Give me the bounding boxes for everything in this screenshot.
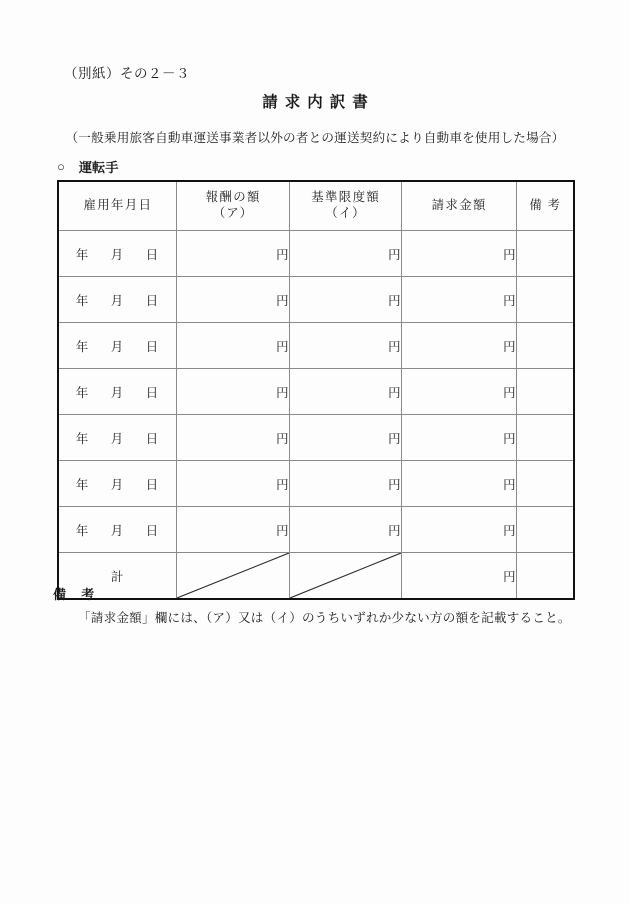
cell-standard-limit[interactable]: 円 [289, 461, 401, 507]
cell-remuneration[interactable]: 円 [176, 507, 289, 553]
table-row [58, 231, 574, 277]
document-header-note: （別紙）その２－３ [64, 66, 190, 81]
cell-employment-date[interactable]: 年 月 日 [58, 369, 176, 415]
cell-total-claim-amount[interactable]: 円 [401, 553, 516, 600]
cell-standard-limit[interactable]: 円 [289, 415, 401, 461]
cell-claim-amount[interactable]: 円 [401, 461, 516, 507]
cell-claim-amount[interactable]: 円 [401, 369, 516, 415]
cell-standard-limit[interactable]: 円 [289, 507, 401, 553]
column-header-remuneration: 報酬の額 （ア） [176, 181, 289, 231]
section-heading-driver [57, 157, 118, 176]
cell-remarks[interactable] [516, 415, 574, 461]
table-row [58, 415, 574, 461]
footnote-title: 備 考 [53, 587, 101, 602]
cell-remarks[interactable] [516, 277, 574, 323]
cell-claim-amount[interactable]: 円 [401, 323, 516, 369]
column-header-employment-date: 雇用年月日 [58, 181, 176, 231]
circle-marker-icon: ○ [57, 158, 65, 174]
cell-standard-limit[interactable]: 円 [289, 369, 401, 415]
footnote-text: 「請求金額」欄には、（ア）又は（イ）のうちいずれか少ない方の額を記載すること。 [78, 611, 571, 625]
cell-standard-limit[interactable]: 円 [289, 323, 401, 369]
table-row [58, 507, 574, 553]
table-row [58, 369, 574, 415]
document-subtitle: （一般乗用旅客自動車運送事業者以外の者との運送契約により自動車を使用した場合） [65, 131, 565, 145]
cell-remuneration[interactable]: 円 [176, 323, 289, 369]
cell-employment-date[interactable]: 年 月 日 [58, 231, 176, 277]
cell-remuneration[interactable]: 円 [176, 461, 289, 507]
cell-standard-limit[interactable]: 円 [289, 277, 401, 323]
cell-remarks[interactable] [516, 461, 574, 507]
cell-standard-limit[interactable]: 円 [289, 231, 401, 277]
cell-total-label: 計 [58, 553, 176, 600]
cell-remarks[interactable] [516, 231, 574, 277]
cell-remarks[interactable] [516, 323, 574, 369]
cell-claim-amount[interactable]: 円 [401, 507, 516, 553]
section-heading-label: 運転手 [78, 160, 119, 175]
cell-claim-amount[interactable]: 円 [401, 277, 516, 323]
table-row [58, 277, 574, 323]
column-header-remarks: 備 考 [516, 181, 574, 231]
table-row [58, 323, 574, 369]
cell-claim-amount[interactable]: 円 [401, 415, 516, 461]
cell-remuneration[interactable]: 円 [176, 231, 289, 277]
table-row [58, 461, 574, 507]
cell-remuneration[interactable]: 円 [176, 369, 289, 415]
cell-employment-date[interactable]: 年 月 日 [58, 415, 176, 461]
cell-employment-date[interactable]: 年 月 日 [58, 461, 176, 507]
column-header-claim-amount: 請求金額 [401, 181, 516, 231]
cell-remarks[interactable] [516, 507, 574, 553]
table-header-row [58, 181, 574, 231]
footnote-block [53, 584, 593, 626]
table-body [58, 231, 574, 600]
cell-employment-date[interactable]: 年 月 日 [58, 277, 176, 323]
page-title: 請求内訳書 [262, 94, 375, 111]
cell-remuneration[interactable]: 円 [176, 277, 289, 323]
cell-remuneration[interactable]: 円 [176, 415, 289, 461]
cell-claim-amount[interactable]: 円 [401, 231, 516, 277]
cell-employment-date[interactable]: 年 月 日 [58, 507, 176, 553]
column-header-standard-limit: 基準限度額 （イ） [289, 181, 401, 231]
cell-remarks[interactable] [516, 369, 574, 415]
cell-employment-date[interactable]: 年 月 日 [58, 323, 176, 369]
claim-breakdown-table [57, 180, 575, 600]
